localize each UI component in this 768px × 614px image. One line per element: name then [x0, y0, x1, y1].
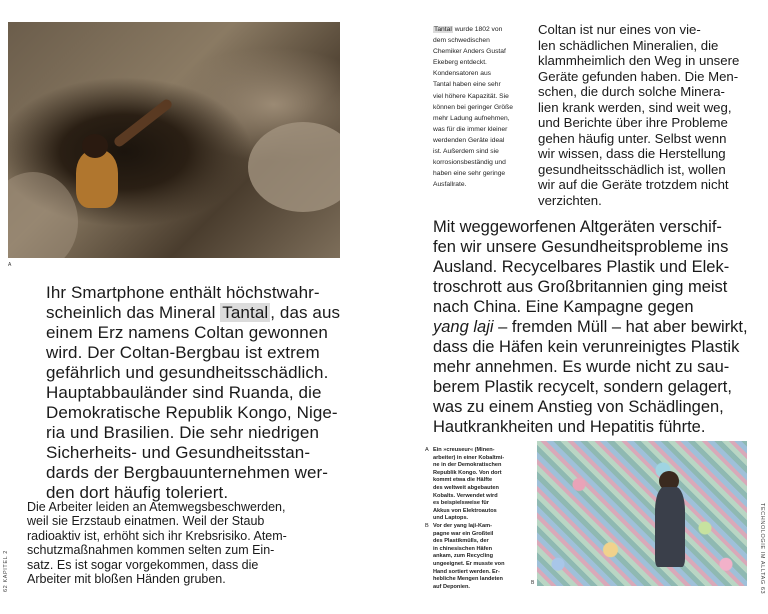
column-line: Coltan ist nur eines von vie-: [538, 22, 701, 37]
sidenote-line: dem schwedischen: [433, 37, 490, 45]
column-line: gehen häufig unter. Selbst wenn: [538, 130, 727, 146]
body-line: radioaktiv ist, erhöht sich ihr Krebsrisiko. Atem-: [27, 528, 287, 543]
main-line: nach China. Eine Kampagne gegen: [433, 298, 694, 316]
caption-line: und Laptops.: [433, 515, 469, 522]
intro-line: Ihr Smartphone enthält höchstwahr-: [46, 283, 320, 302]
column-line: klammheimlich den Weg in unsere: [538, 53, 740, 68]
main-line: Ausland. Recycelbares Plastik und Elek-: [433, 258, 730, 276]
column-line: lien krank werden, sind weit weg,: [538, 99, 732, 115]
caption-line: Vor der yang laji-Kam-: [433, 523, 492, 529]
tantal-highlight: Tantal: [222, 303, 269, 322]
page-footer-left: 62 KAPITEL 2: [3, 550, 9, 592]
main-paragraph-right: [433, 217, 753, 437]
sidenote-line: viel höhere Kapazität. Sie: [433, 92, 509, 100]
main-line: mehr annehmen. Es wurde nicht zu sau-: [433, 358, 730, 376]
sidenote-line: mehr Ladung aufnehmen,: [433, 114, 510, 122]
caption-line: hebliche Mengen landeten: [433, 576, 503, 583]
caption-line: des Plastikmülls, der: [433, 538, 489, 545]
intro-line: Hauptabbauländer sind Ruanda, die: [46, 383, 322, 402]
column-paragraph: [538, 22, 748, 208]
caption-label-a: A: [425, 447, 429, 453]
column-line: gesundheitsschädlich ist, wollen: [538, 161, 726, 177]
caption-line: ungeeignet. Er musste von: [433, 560, 505, 567]
intro-line: Sicherheits- und Gesundheitsstan-: [46, 443, 311, 462]
intro-line: ria und Brasilien. Die sehr niedrigen: [46, 423, 320, 442]
column-line: wir wissen, dass die Herstellung: [538, 146, 726, 161]
caption-line: ne in der Demokratischen: [433, 462, 502, 469]
main-line: berem Plastik recycelt, sondern gelagert,: [433, 378, 732, 396]
photo-coltan-miner: [8, 22, 340, 258]
column-line: verzichten.: [538, 192, 602, 208]
body-paragraph-left: [27, 500, 327, 586]
caption-a: [433, 447, 533, 523]
column-line: len schädlichen Mineralien, die: [538, 37, 719, 53]
sidenote-line: Chemiker Anders Gustaf: [433, 48, 506, 56]
caption-line: arbeiter) in einer Kobaltmi-: [433, 454, 505, 461]
body-line: Arbeiter mit bloßen Händen gruben.: [27, 572, 226, 587]
caption-line: Kobalts. Verwendet wird: [433, 492, 498, 499]
sidenote-line: werdenden Geräte ideal: [433, 136, 505, 144]
caption-line: es beispielsweise für: [433, 500, 489, 507]
column-line: und Berichte über ihre Probleme: [538, 115, 728, 130]
column-line: schen, die durch solche Minera-: [538, 84, 725, 99]
sidenote-line: was für die immer kleiner: [433, 125, 508, 133]
main-line: fen wir unsere Gesundheitsprobleme ins: [433, 238, 729, 256]
main-line: was zu einem Anstieg von Schädlingen,: [433, 398, 724, 416]
photo-label-a: A: [8, 262, 12, 268]
caption-line: Akkus von Elektroautos: [433, 507, 497, 514]
main-line: dass die Häfen kein verunreinigtes Plastik: [433, 338, 740, 356]
caption-line: ankam, zum Recycling: [433, 553, 493, 560]
caption-line: des weltweit abgebauten: [433, 484, 499, 491]
main-line: Mit weggeworfenen Altgeräten verschif-: [433, 218, 722, 236]
sidenote-line: Tantal haben eine sehr: [433, 81, 501, 89]
intro-line: einem Erz namens Coltan gewonnen: [46, 323, 328, 342]
caption-line: kommt etwa die Hälfte: [433, 477, 493, 484]
intro-line: gefährlich und gesundheitsschädlich.: [46, 363, 329, 382]
intro-line: den dort häufig toleriert.: [46, 483, 229, 502]
main-line: Hautkrankheiten und Hepatitis führte.: [433, 418, 706, 436]
caption-b: [433, 523, 533, 591]
caption-line: Ein »creuseur« (Minen-: [433, 447, 495, 453]
main-line: troschrott aus Großbritannien ging meist: [433, 278, 728, 296]
intro-line: Demokratische Republik Kongo, Nige-: [46, 403, 338, 422]
photo-plastic-waste: [537, 441, 747, 586]
sidenote-line: Ekeberg entdeckt.: [433, 59, 487, 67]
sidenote-term: Tantal: [434, 26, 452, 33]
intro-line: scheinlich das Mineral Tantal , das aus: [46, 303, 341, 322]
caption-line: Republik Kongo. Von dort: [433, 469, 502, 476]
caption-line: auf Deponien.: [433, 583, 470, 590]
body-line: schutzmaßnahmen kommen selten zum Ein-: [27, 543, 275, 558]
caption-line: Hand sortiert werden. Er-: [433, 568, 500, 575]
body-line: weil sie Erzstaub einatmen. Weil der Staub: [27, 514, 265, 529]
sidenote-line: korrosionsbeständig und: [433, 159, 506, 167]
caption-line: in chinesischen Häfen: [433, 545, 493, 552]
main-line-italic: yang laji – fremden Müll – hat aber bewirkt,: [433, 318, 748, 336]
body-line: satz. Es ist sogar vorgekommen, dass die: [27, 557, 259, 572]
sidenote-line: haben eine sehr geringe: [433, 170, 506, 178]
intro-line: dards der Bergbauunternehmen wer-: [46, 463, 329, 482]
intro-line: wird. Der Coltan-Bergbau ist extrem: [46, 343, 320, 362]
column-line: Geräte gefunden haben. Die Men-: [538, 68, 739, 84]
sidenote-tantal: Tantal wurde 1802 von dem schwedischen Chemiker Anders Gustaf Ekeberg entdeckt. Kondensatoren aus Tantal haben eine sehr viel höhere Kapazität. Sie können bei geringer Größe mehr Ladung aufnehmen, was für die immer kleiner werdenden Geräte ideal ist. Außerdem sind sie korrosionsbeständig und haben eine sehr geringe Ausfallrate.: [433, 24, 523, 190]
sidenote-line: Kondensatoren aus: [433, 70, 492, 78]
column-line: wir auf die Geräte trotzdem nicht: [538, 177, 729, 192]
body-line: Die Arbeiter leiden an Atemwegsbeschwerden,: [27, 500, 286, 514]
caption-label-b: B: [425, 523, 429, 529]
photo-label-b: B: [531, 580, 535, 586]
intro-paragraph: [46, 283, 346, 503]
sidenote-line: können bei geringer Größe: [433, 103, 513, 111]
sidenote-line: Ausfallrate.: [433, 181, 467, 189]
page-footer-right: TECHNOLOGIE IM ALLTAG 63: [759, 503, 765, 595]
caption-line: pagne war ein Großteil: [433, 530, 494, 537]
sidenote-line: ist. Außerdem sind sie: [433, 148, 499, 156]
